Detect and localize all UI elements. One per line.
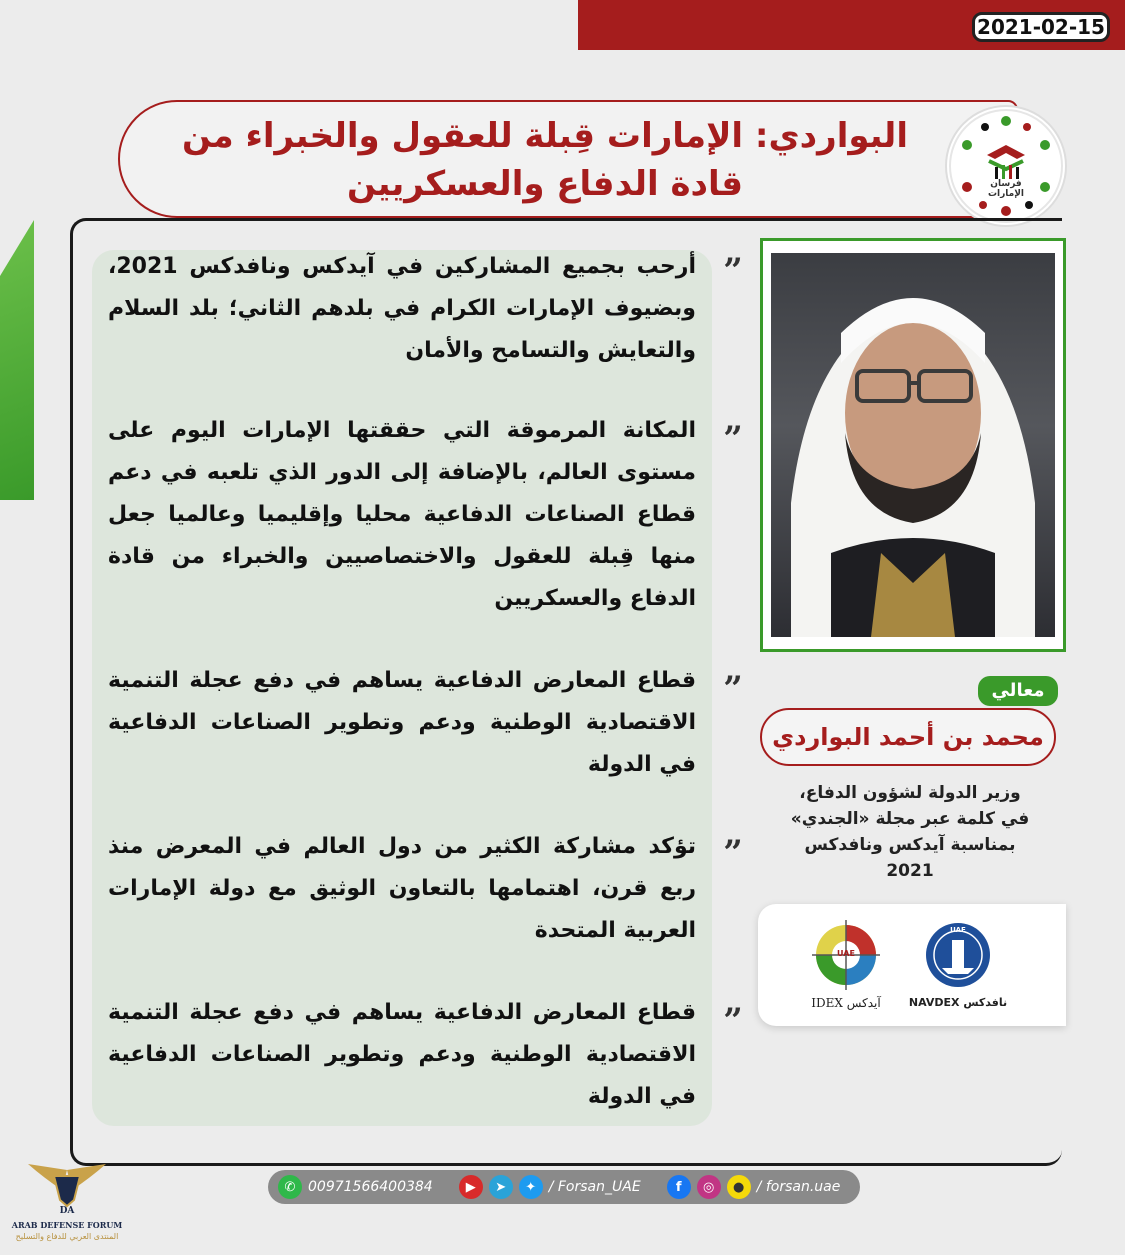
twitter-icon[interactable]: ✦ <box>519 1175 543 1199</box>
quote-mark-icon: ” <box>723 251 743 291</box>
quote-3: قطاع المعارض الدفاعية يساهم في دفع عجلة التنمية الاقتصادية الوطنية ودعم وتطوير الصناعات الدفاعية في الدولة <box>108 668 696 777</box>
instagram-icon[interactable]: ◎ <box>697 1175 721 1199</box>
quote-mark-icon: ” <box>723 1001 743 1041</box>
quote-1: أرحب بجميع المشاركين في آيدكس ونافدكس 2021، وبضيوف الإمارات الكرام في بلدهم الثاني؛ بلد السلام والتعايش والتسامح والأمان <box>108 254 696 363</box>
social-footer <box>268 1170 860 1204</box>
phone-number[interactable]: 00971566400384 <box>308 1179 433 1195</box>
forsan-logo <box>945 105 1067 227</box>
youtube-icon[interactable]: ▶ <box>459 1175 483 1199</box>
handle-forsan-uae-dot[interactable]: / forsan.uae <box>756 1179 841 1195</box>
idex-badge: UAE <box>837 949 855 958</box>
role-line: بمناسبة آيدكس ونافدكس <box>804 835 1016 855</box>
side-green-stripe <box>0 220 34 500</box>
idex-label: IDEX آيدكس <box>811 996 881 1010</box>
quote-5: قطاع المعارض الدفاعية يساهم في دفع عجلة التنمية الاقتصادية الوطنية ودعم وتطوير الصناعات الدفاعية في الدولة <box>108 1000 696 1109</box>
navdex-logo <box>908 920 1008 1020</box>
snapchat-icon[interactable]: ● <box>727 1175 751 1199</box>
person-name: محمد بن أحمد البواردي <box>772 723 1044 751</box>
portrait-illustration <box>771 253 1055 637</box>
idex-logo <box>804 920 888 1020</box>
navdex-badge: UAE <box>950 926 966 934</box>
portrait-photo <box>771 253 1055 637</box>
navdex-label: NAVDEX نافدكس <box>908 996 1008 1009</box>
events-card <box>758 904 1066 1026</box>
handle-forsan-uae[interactable]: / Forsan_UAE <box>548 1179 641 1195</box>
page-title: البواردي: الإمارات قِبلة للعقول والخبراء من قادة الدفاع والعسكريين <box>182 116 908 204</box>
facebook-icon[interactable]: f <box>667 1175 691 1199</box>
role-line: 2021 <box>886 861 934 881</box>
logo-label: فرسان الإمارات <box>987 179 1025 199</box>
quote-2: المكانة المرموقة التي حققتها الإمارات اليوم على مستوى العالم، بالإضافة إلى الدور الذي تلعبه في دعم قطاع الصناعات الدفاعية محليا وإقليميا وعالميا جعل منها قِبلة للعقول والاختصاصيين والخبراء من قادة الدفاع والعسكريين <box>108 418 696 611</box>
honorific-badge: معالي <box>978 676 1058 706</box>
role-line: وزير الدولة لشؤون الدفاع، <box>799 783 1021 803</box>
quote-mark-icon: ” <box>723 833 743 873</box>
forum-mark: DA <box>59 1206 75 1216</box>
role-line: في كلمة عبر مجلة «الجندي» <box>790 809 1030 829</box>
telegram-icon[interactable]: ➤ <box>489 1175 513 1199</box>
forsan-logo-icon <box>947 107 1065 225</box>
whatsapp-icon[interactable]: ✆ <box>278 1175 302 1199</box>
quote-mark-icon: ” <box>723 669 743 709</box>
forum-watermark <box>8 1160 126 1252</box>
date-badge: 2021-02-15 <box>972 12 1110 42</box>
quote-mark-icon: ” <box>723 419 743 459</box>
forum-arabic-name: المنتدى العربي للدفاع والتسليح <box>15 1232 119 1241</box>
person-role <box>765 780 1055 884</box>
quote-4: تؤكد مشاركة الكثير من دول العالم في المعرض منذ ربع قرن، اهتمامها بالتعاون الوثيق مع دولة الإمارات العربية المتحدة <box>108 834 696 943</box>
forum-name: ARAB DEFENSE FORUM <box>11 1220 123 1230</box>
